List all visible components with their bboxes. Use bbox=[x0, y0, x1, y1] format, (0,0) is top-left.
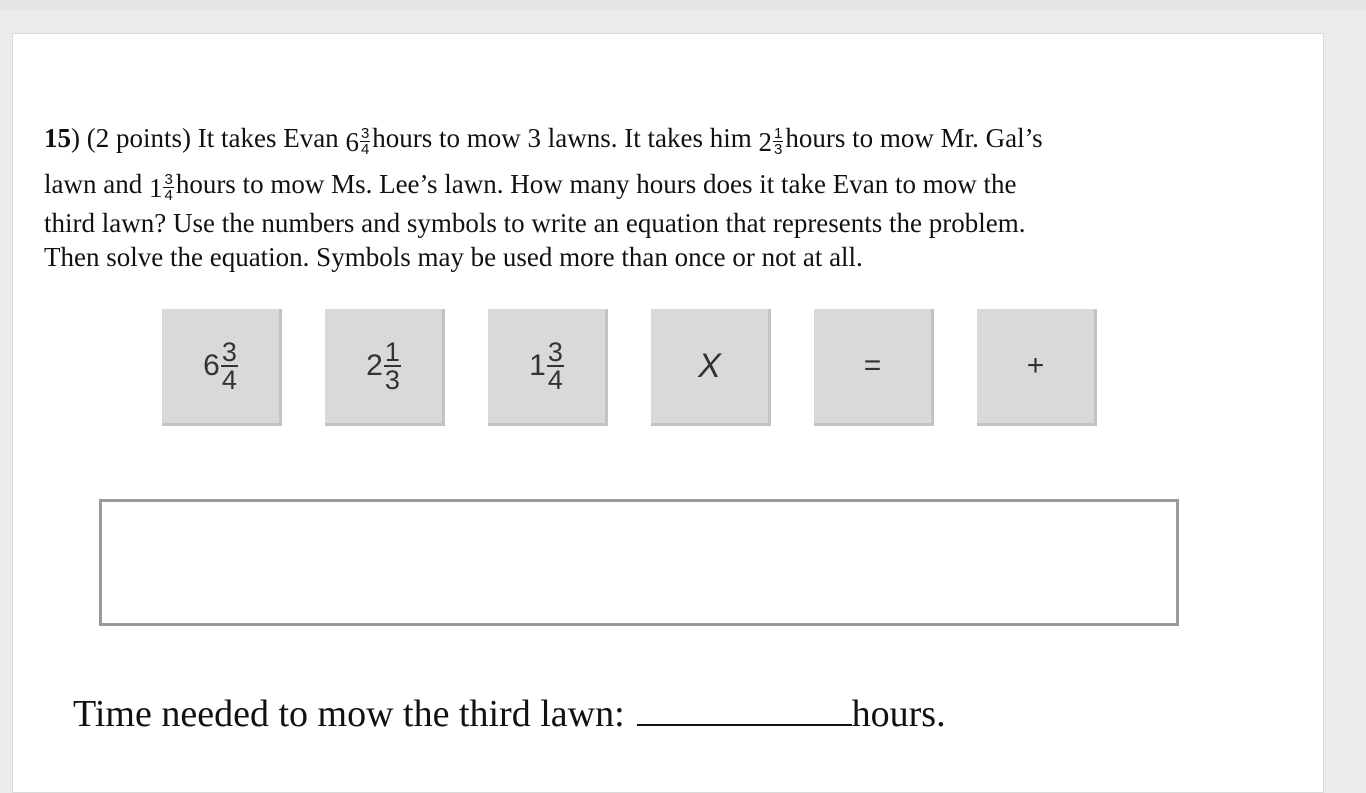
fraction bbox=[773, 126, 783, 157]
numerator: 1 bbox=[774, 124, 783, 142]
time-answer-suffix: hours. bbox=[851, 693, 946, 735]
fraction bbox=[360, 126, 370, 157]
equation-answer-box[interactable] bbox=[99, 499, 1179, 626]
tile-numerator: 1 bbox=[384, 337, 400, 367]
tile-whole: 6 bbox=[203, 349, 220, 382]
tile-1-3-4[interactable] bbox=[488, 309, 608, 426]
time-answer-prefix: Time needed to mow the third lawn: bbox=[73, 693, 625, 735]
question-line-2 bbox=[44, 164, 1224, 206]
question-text bbox=[44, 112, 1224, 274]
tile-fraction bbox=[547, 339, 564, 393]
denominator: 4 bbox=[360, 140, 370, 158]
question-number: 15 bbox=[44, 123, 71, 153]
fraction bbox=[163, 172, 173, 203]
question-line-3: third lawn? Use the numbers and symbols to write an equation that represents the problem. bbox=[44, 208, 1026, 238]
question-text-segment: lawn and bbox=[44, 169, 149, 199]
tile-whole: 2 bbox=[366, 349, 383, 382]
whole-part: 6 bbox=[345, 127, 359, 158]
mixed-number-6-3-4 bbox=[345, 113, 372, 168]
numerator: 3 bbox=[360, 124, 370, 142]
denominator: 4 bbox=[164, 186, 173, 204]
tile-symbol-x: X bbox=[698, 346, 721, 385]
document-page bbox=[12, 33, 1324, 793]
tile-denominator: 4 bbox=[221, 365, 237, 395]
mixed-number-2-1-3 bbox=[759, 113, 786, 168]
question-line-4: Then solve the equation. Symbols may be used more than once or not at all. bbox=[44, 242, 863, 272]
whole-part: 2 bbox=[758, 127, 772, 158]
tile-mixed-number bbox=[203, 339, 238, 393]
numerator: 3 bbox=[164, 170, 173, 188]
tile-symbol-equals: = bbox=[863, 349, 882, 382]
tile-multiply[interactable] bbox=[651, 309, 771, 426]
tile-denominator: 3 bbox=[384, 365, 400, 395]
tile-fraction bbox=[221, 339, 238, 393]
tile-whole: 1 bbox=[529, 349, 546, 382]
whole-part: 1 bbox=[148, 173, 163, 204]
symbol-tiles bbox=[162, 309, 1122, 429]
tile-mixed-number bbox=[529, 339, 564, 393]
top-bar bbox=[0, 0, 1366, 10]
tile-2-1-3[interactable] bbox=[325, 309, 445, 426]
question-text-segment: hours to mow Ms. Lee’s lawn. How many hours does it take Evan to mow the bbox=[175, 169, 1017, 199]
question-text-segment: ) (2 points) It takes Evan bbox=[71, 123, 346, 153]
question-line-1 bbox=[44, 112, 1224, 164]
tile-numerator: 3 bbox=[221, 337, 237, 367]
tile-denominator: 4 bbox=[547, 365, 563, 395]
tile-fraction bbox=[384, 339, 401, 393]
tile-equals[interactable] bbox=[814, 309, 934, 426]
denominator: 3 bbox=[774, 140, 783, 158]
question-text-segment: hours to mow Mr. Gal’s bbox=[785, 123, 1043, 153]
question-text-segment: hours to mow 3 lawns. It takes him bbox=[372, 123, 759, 153]
tile-6-3-4[interactable] bbox=[162, 309, 282, 426]
time-answer-line bbox=[73, 692, 946, 736]
mixed-number-1-3-4 bbox=[149, 165, 176, 208]
tile-mixed-number bbox=[366, 339, 401, 393]
tile-numerator: 3 bbox=[547, 337, 563, 367]
time-answer-blank[interactable] bbox=[637, 694, 852, 726]
tile-plus[interactable] bbox=[977, 309, 1097, 426]
tile-symbol-plus: + bbox=[1026, 349, 1045, 382]
